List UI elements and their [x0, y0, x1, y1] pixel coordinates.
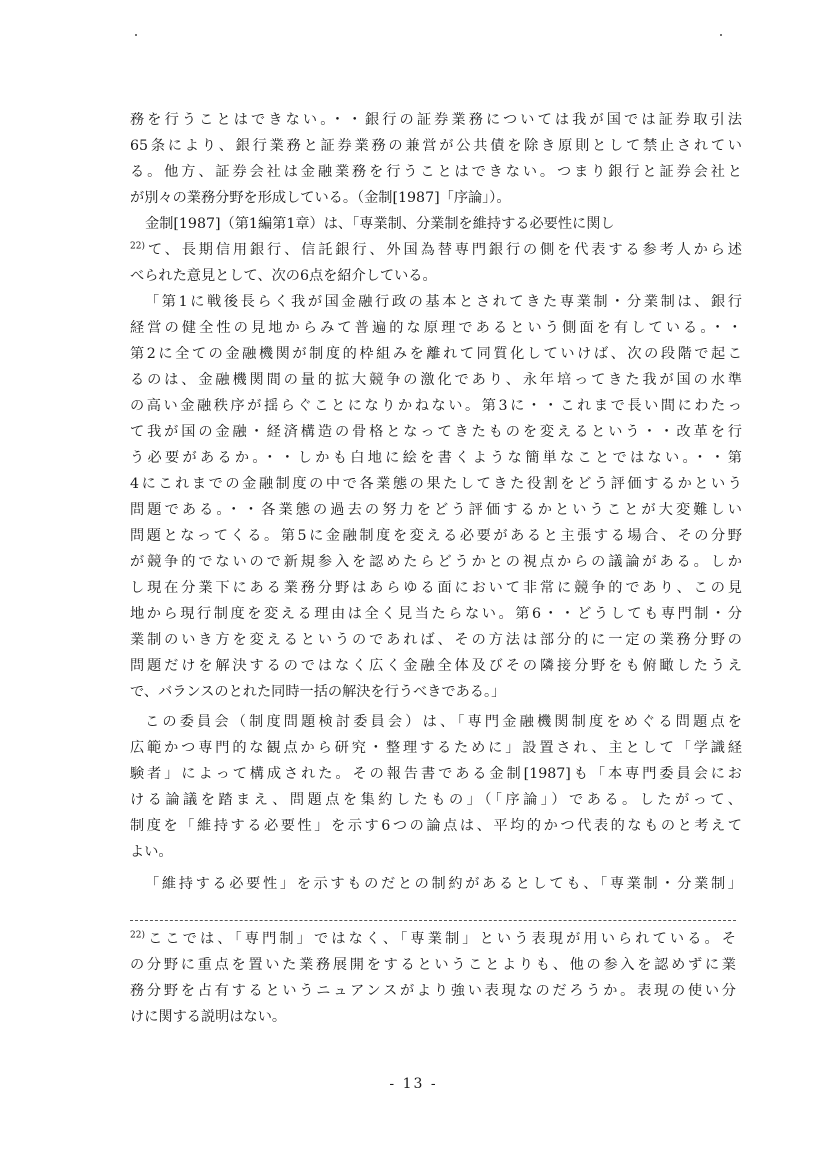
text-line: 「維持する必要性」を示すものだとの制約があるとしても、「専業制・分業制」 [145, 876, 742, 892]
footnote-ref: 22) [130, 241, 145, 252]
text-line: し現在分業下にある業務分野はあらゆる面において非常に競争的であり、この見 [130, 580, 742, 596]
footnote [130, 926, 736, 1030]
footnote-mark: 22) [130, 930, 145, 941]
text-line: 第2に全ての金融機関が制度的枠組みを離れて同質化していけば、次の段階で起こ [130, 346, 742, 362]
text-line: よい。 [130, 844, 173, 860]
text-line: 験者」によって構成された。その報告書である金制[1987]も「本専門委員会にお [130, 766, 742, 782]
paragraph-2 [130, 211, 742, 289]
text-line: て我が国の金融・経済構造の骨格となってきたものを変えるという・・改革を行 [130, 424, 742, 440]
text-line: 問題となってくる。第5に金融制度を変える必要があると主張する場合、その分野 [130, 528, 742, 544]
text-line: 制度を「維持する必要性」を示す6つの論点は、平均的かつ代表的なものと考えて [130, 818, 742, 834]
text-line: この委員会（制度問題検討委員会）は、「専門金融機関制度をめぐる問題点を [145, 714, 742, 730]
scan-speck [720, 34, 722, 36]
text-line: 経営の健全性の見地からみて普遍的な原理であるという側面を有している。・・ [130, 320, 742, 336]
text-line: るのは、金融機関間の量的拡大競争の激化であり、永年培ってきた我が国の水準 [130, 372, 742, 388]
paragraph-3-quotation [130, 289, 742, 705]
text-line: 問題である。・・各業態の過去の努力をどう評価するかということが大変難しい [130, 502, 742, 518]
paragraph-5 [130, 871, 742, 897]
text-line: 65条により、銀行業務と証券業務の兼営が公共債を除き原則として禁止されてい [130, 138, 742, 154]
paragraph-4 [130, 709, 742, 865]
footnote-line: けに関する説明はない。 [130, 1009, 287, 1025]
text-line: が競争的でないので新規参入を認めたらどうかとの視点からの議論がある。しか [130, 554, 742, 570]
text-line: ける論議を踏まえ、問題点を集約したもの」（「序論」）である。したがって、 [130, 792, 742, 808]
text-line: 地から現行制度を変える理由は全く見当たらない。第6・・どうしても専門制・分 [130, 606, 742, 622]
text-line: 金制[1987]（第1編第1章）は、「専業制、分業制を維持する必要性に関し [145, 216, 615, 232]
text-line: 4にこれまでの金融制度の中で各業態の果たしてきた役割をどう評価するかという [130, 476, 742, 492]
text-line: 業制のいき方を変えるというのであれば、その方法は部分的に一定の業務分野の [130, 632, 742, 648]
footnote-separator [130, 920, 736, 921]
text-line: $^{22)}$て、長期信用銀行、信託銀行、外国為替専門銀行の側を代表する参考人から述 [130, 241, 742, 258]
text-line: の高い金融秩序が揺らぐことになりかねない。第3に・・これまで長い間にわたっ [130, 398, 742, 414]
scan-speck [135, 34, 137, 36]
text-line: 「第1に戦後長らく我が国金融行政の基本とされてきた専業制・分業制は、銀行 [145, 294, 742, 310]
text-line: 問題だけを解決するのではなく広く金融全体及びその隣接分野をも俯瞰したうえ [130, 658, 742, 674]
text-line: が別々の業務分野を形成している。（金制[1987]「序論」）。 [130, 190, 511, 206]
paragraph-1 [130, 107, 742, 211]
text-line: 務を行うことはできない。・・銀行の証券業務については我が国では証券取引法 [130, 112, 742, 128]
text-line: 広範かつ専門的な観点から研究・整理するために」設置され、主として「学識経 [130, 740, 742, 756]
text-line: る。他方、証券会社は金融業務を行うことはできない。つまり銀行と証券会社と [130, 164, 742, 180]
text-line: で、バランスのとれた同時一括の解決を行うべきである。」 [130, 684, 506, 700]
text-line: う必要があるか。・・しかも白地に絵を書くような簡単なことではない。・・第 [130, 450, 742, 466]
text-line: べられた意見として、次の6点を紹介している。 [130, 268, 437, 284]
page-number: - 13 - [389, 1076, 438, 1092]
footnote-line: の分野に重点を置いた業務展開をするということよりも、他の参入を認めずに業 [130, 957, 736, 973]
footnote-line: $^{22)}$ここでは、「専門制」ではなく、「専業制」という表現が用いられている。そ [130, 930, 736, 947]
footnote-line: 務分野を占有するというニュアンスがより強い表現なのだろうか。表現の使い分 [130, 983, 736, 999]
